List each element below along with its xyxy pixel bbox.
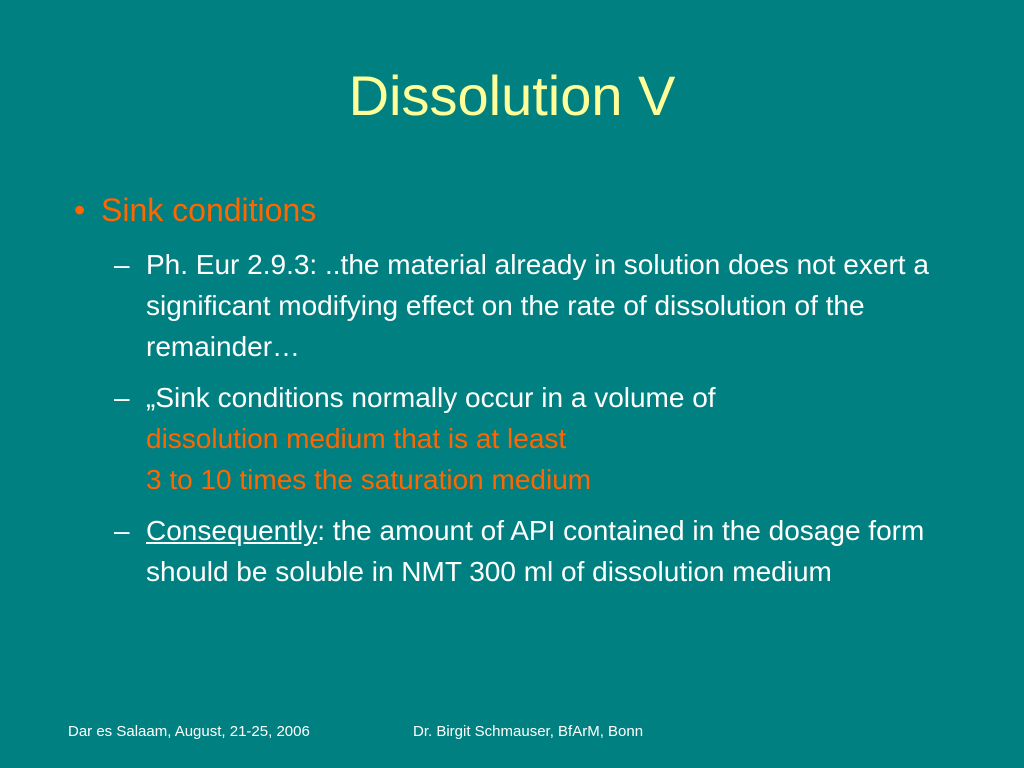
sub-bullet-ph-eur [114, 244, 936, 367]
sub-bullet-sink-volume [114, 377, 936, 500]
sub-bullet-text: Ph. Eur 2.9.3: ..the material already in solution does not exert a significant modifying effect on the rate of dissolution of the remainder… [146, 249, 929, 362]
sub-bullet-consequently [114, 510, 936, 592]
dash-marker: – [114, 249, 130, 280]
footer-left: Dar es Salaam, August, 21-25, 2006 [68, 723, 310, 740]
sub-bullet-accent-text: 3 to 10 times the saturation medium [146, 464, 592, 495]
sub-bullet-text: : the amount of API contained in the dosage form should be soluble in NMT 300 ml of dissolution medium [146, 515, 925, 587]
underlined-term: Consequently [146, 515, 318, 546]
bullet-text: Sink conditions [101, 192, 317, 228]
sub-bullet-text: „Sink conditions normally occur in a volume of [146, 382, 716, 413]
bullet-marker: • [74, 192, 86, 228]
bullet-sink-conditions [74, 188, 944, 232]
sub-bullet-accent-text: dissolution medium that is at least [146, 423, 567, 454]
footer-right: Dr. Birgit Schmauser, BfArM, Bonn [413, 723, 644, 740]
bullet-list [74, 188, 944, 602]
slide-title: Dissolution V [348, 64, 676, 127]
dash-marker: – [114, 515, 130, 546]
sub-bullet-list [74, 244, 944, 592]
dash-marker: – [114, 382, 130, 413]
